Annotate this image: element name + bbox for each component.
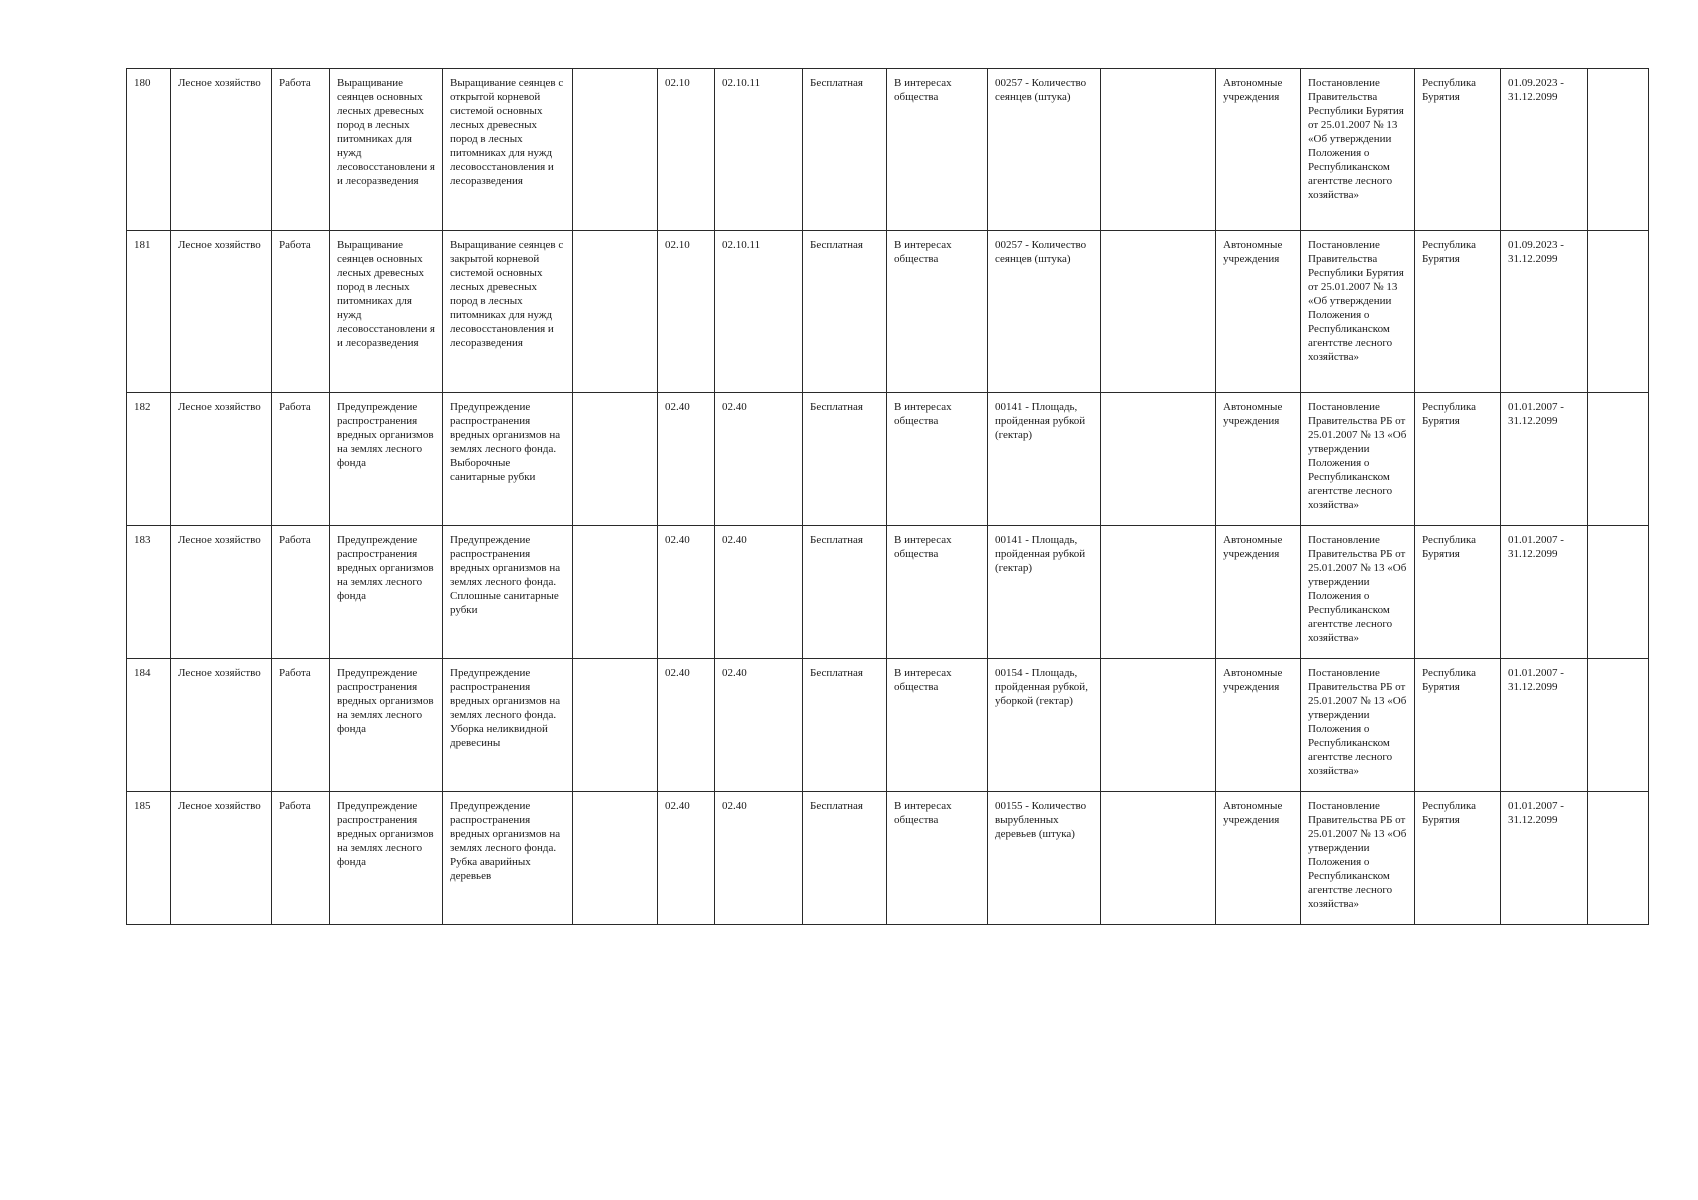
cell-interest: В интересах общества [887,231,988,393]
cell-act: Постановление Правительства Республики Бурятия от 25.01.2007 № 13 «Об утверждении Положения о Республиканском агентстве лесного хозяйства» [1301,69,1415,231]
cell-interest: В интересах общества [887,69,988,231]
cell-blank [1101,792,1216,925]
cell-kind: Работа [272,792,330,925]
cell-region: Республика Бурятия [1415,69,1501,231]
cell-okved: 02.40 [658,526,715,659]
cell-region: Республика Бурятия [1415,231,1501,393]
cell-institution: Автономные учреждения [1216,231,1301,393]
cell-interest: В интересах общества [887,792,988,925]
cell-name: Предупреждение распространения вредных организмов на землях лесного фонда [330,659,443,792]
table-row [127,526,1649,659]
cell-name: Выращивание сеянцев основных лесных древесных пород в лесных питомниках для нужд лесовосстановлени я и лесоразведения [330,231,443,393]
cell-number: 183 [127,526,171,659]
cell-indicator: 00141 - Площадь, пройденная рубкой (гектар) [988,393,1101,526]
cell-indicator: 00141 - Площадь, пройденная рубкой (гектар) [988,526,1101,659]
cell-extra [573,792,658,925]
cell-okved: 02.10 [658,69,715,231]
cell-last [1588,69,1649,231]
cell-act: Постановление Правительства Республики Бурятия от 25.01.2007 № 13 «Об утверждении Положения о Республиканском агентстве лесного хозяйства» [1301,231,1415,393]
cell-okpd: 02.40 [715,659,803,792]
cell-kind: Работа [272,393,330,526]
cell-last [1588,231,1649,393]
cell-okpd: 02.10.11 [715,231,803,393]
cell-period: 01.01.2007 - 31.12.2099 [1501,659,1588,792]
cell-last [1588,792,1649,925]
cell-payment: Бесплатная [803,231,887,393]
cell-okpd: 02.40 [715,526,803,659]
cell-extra [573,393,658,526]
cell-last [1588,659,1649,792]
cell-okved: 02.40 [658,792,715,925]
table-row [127,69,1649,231]
cell-act: Постановление Правительства РБ от 25.01.2007 № 13 «Об утверждении Положения о Республиканском агентстве лесного хозяйства» [1301,792,1415,925]
cell-payment: Бесплатная [803,69,887,231]
cell-content: Предупреждение распространения вредных организмов на землях лесного фонда. Уборка неликвидной древесины [443,659,573,792]
cell-extra [573,659,658,792]
cell-number: 181 [127,231,171,393]
cell-blank [1101,659,1216,792]
cell-last [1588,526,1649,659]
cell-last [1588,393,1649,526]
cell-okved: 02.40 [658,659,715,792]
table-row [127,792,1649,925]
cell-period: 01.09.2023 - 31.12.2099 [1501,69,1588,231]
cell-okved: 02.40 [658,393,715,526]
cell-sector: Лесное хозяйство [171,231,272,393]
cell-period: 01.09.2023 - 31.12.2099 [1501,231,1588,393]
cell-content: Предупреждение распространения вредных организмов на землях лесного фонда. Сплошные санитарные рубки [443,526,573,659]
cell-okpd: 02.40 [715,393,803,526]
cell-name: Предупреждение распространения вредных организмов на землях лесного фонда [330,792,443,925]
cell-act: Постановление Правительства РБ от 25.01.2007 № 13 «Об утверждении Положения о Республиканском агентстве лесного хозяйства» [1301,526,1415,659]
cell-institution: Автономные учреждения [1216,69,1301,231]
registry-table [126,68,1649,925]
cell-blank [1101,393,1216,526]
cell-institution: Автономные учреждения [1216,526,1301,659]
cell-period: 01.01.2007 - 31.12.2099 [1501,393,1588,526]
cell-okved: 02.10 [658,231,715,393]
cell-payment: Бесплатная [803,526,887,659]
cell-sector: Лесное хозяйство [171,526,272,659]
cell-sector: Лесное хозяйство [171,393,272,526]
cell-period: 01.01.2007 - 31.12.2099 [1501,526,1588,659]
cell-number: 184 [127,659,171,792]
cell-blank [1101,69,1216,231]
cell-name: Предупреждение распространения вредных организмов на землях лесного фонда [330,393,443,526]
cell-number: 180 [127,69,171,231]
table-row [127,231,1649,393]
cell-region: Республика Бурятия [1415,526,1501,659]
cell-act: Постановление Правительства РБ от 25.01.2007 № 13 «Об утверждении Положения о Республиканском агентстве лесного хозяйства» [1301,393,1415,526]
cell-name: Предупреждение распространения вредных организмов на землях лесного фонда [330,526,443,659]
cell-name: Выращивание сеянцев основных лесных древесных пород в лесных питомниках для нужд лесовосстановлени я и лесоразведения [330,69,443,231]
cell-number: 185 [127,792,171,925]
cell-okpd: 02.40 [715,792,803,925]
cell-institution: Автономные учреждения [1216,659,1301,792]
cell-extra [573,526,658,659]
cell-indicator: 00155 - Количество вырубленных деревьев (штука) [988,792,1101,925]
cell-payment: Бесплатная [803,393,887,526]
cell-content: Предупреждение распространения вредных организмов на землях лесного фонда. Выборочные санитарные рубки [443,393,573,526]
cell-kind: Работа [272,231,330,393]
cell-kind: Работа [272,69,330,231]
cell-number: 182 [127,393,171,526]
table-row [127,659,1649,792]
cell-sector: Лесное хозяйство [171,69,272,231]
cell-institution: Автономные учреждения [1216,393,1301,526]
table-row [127,393,1649,526]
cell-content: Выращивание сеянцев с открытой корневой системой основных лесных древесных пород в лесных питомниках для нужд лесовосстановления и лесоразведения [443,69,573,231]
cell-region: Республика Бурятия [1415,792,1501,925]
cell-payment: Бесплатная [803,659,887,792]
cell-interest: В интересах общества [887,526,988,659]
cell-extra [573,69,658,231]
cell-indicator: 00257 - Количество сеянцев (штука) [988,69,1101,231]
cell-payment: Бесплатная [803,792,887,925]
cell-sector: Лесное хозяйство [171,659,272,792]
cell-blank [1101,526,1216,659]
cell-okpd: 02.10.11 [715,69,803,231]
cell-kind: Работа [272,526,330,659]
cell-interest: В интересах общества [887,393,988,526]
cell-extra [573,231,658,393]
cell-indicator: 00154 - Площадь, пройденная рубкой, уборкой (гектар) [988,659,1101,792]
cell-interest: В интересах общества [887,659,988,792]
cell-act: Постановление Правительства РБ от 25.01.2007 № 13 «Об утверждении Положения о Республиканском агентстве лесного хозяйства» [1301,659,1415,792]
cell-period: 01.01.2007 - 31.12.2099 [1501,792,1588,925]
cell-indicator: 00257 - Количество сеянцев (штука) [988,231,1101,393]
cell-region: Республика Бурятия [1415,659,1501,792]
cell-kind: Работа [272,659,330,792]
cell-blank [1101,231,1216,393]
cell-sector: Лесное хозяйство [171,792,272,925]
cell-content: Выращивание сеянцев с закрытой корневой системой основных лесных древесных пород в лесных питомниках для нужд лесовосстановления и лесоразведения [443,231,573,393]
cell-region: Республика Бурятия [1415,393,1501,526]
cell-institution: Автономные учреждения [1216,792,1301,925]
cell-content: Предупреждение распространения вредных организмов на землях лесного фонда. Рубка аварийных деревьев [443,792,573,925]
